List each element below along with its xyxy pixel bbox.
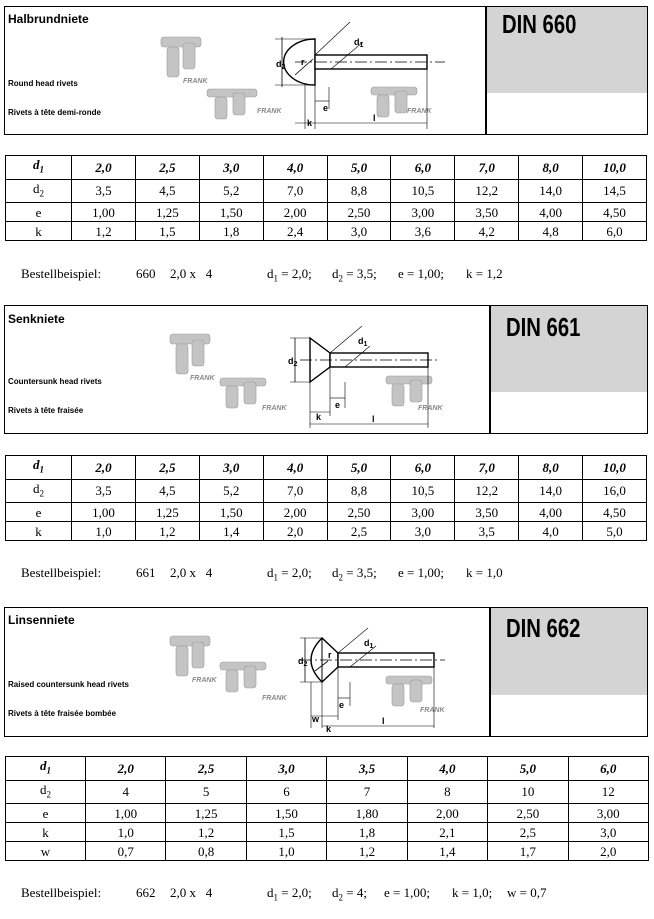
table-cell: 16,0: [583, 479, 647, 503]
table-cell: 14,0: [519, 179, 583, 203]
table-cell: 1,00: [72, 503, 136, 522]
table-header-cell: 4,0: [263, 456, 327, 480]
brand-text: FRANK: [183, 78, 208, 85]
table-row: [6, 203, 647, 222]
table-cell: 1,2: [72, 222, 136, 241]
order-k: k = 1,0: [466, 565, 503, 580]
table-row: [6, 522, 647, 541]
table-header-row: [6, 757, 649, 781]
table-header-cell: 2,5: [166, 757, 246, 781]
table-cell: 1,2: [166, 823, 246, 842]
table-row-label: k: [6, 823, 86, 842]
table-header-cell: 8,0: [519, 156, 583, 180]
subtitle-en: Countersunk head rivets: [8, 377, 102, 386]
table-cell: 2,50: [327, 203, 391, 222]
table-cell: 3,5: [455, 522, 519, 541]
spec-table-din661: [5, 455, 647, 541]
table-header-cell: 5,0: [327, 456, 391, 480]
dim-l: l: [373, 113, 376, 123]
table-body: [6, 156, 647, 241]
table-header-cell: 6,0: [391, 456, 455, 480]
table-cell: 1,25: [135, 503, 199, 522]
order-size: 2,0 x 4: [170, 565, 213, 580]
dim-e: e: [323, 103, 329, 113]
table-cell: 12,2: [455, 479, 519, 503]
table-row-label: w: [6, 842, 86, 861]
table-header-cell: 2,0: [72, 456, 136, 480]
subtitle-en: Round head rivets: [8, 79, 78, 88]
table-cell: 3,0: [568, 823, 648, 842]
table-cell: 4,8: [519, 222, 583, 241]
table-cell: 4,0: [519, 522, 583, 541]
table-cell: 2,00: [263, 503, 327, 522]
order-size: 2,0 x 4: [170, 885, 213, 900]
table-row: [6, 804, 649, 823]
table-cell: 14,0: [519, 479, 583, 503]
table-cell: 1,8: [199, 222, 263, 241]
brand-text: FRANK: [262, 405, 287, 412]
table-cell: 12: [568, 780, 648, 804]
table-header-cell: 2,0: [72, 156, 136, 180]
dim-w: w: [312, 714, 320, 724]
order-k: k = 1,0;: [452, 885, 493, 900]
brand-text: FRANK: [407, 108, 432, 115]
table-row-label: e: [6, 804, 86, 823]
table-cell: 5: [166, 780, 246, 804]
order-w: w = 0,7: [507, 885, 547, 900]
dim-d2: $d_2$: [288, 356, 298, 368]
table-header-cell: 6,0: [391, 156, 455, 180]
section-din662: [0, 600, 654, 903]
subtitle-fr: Rivets à tête demi-ronde: [8, 108, 101, 117]
order-size: 2,0 x 4: [170, 266, 213, 281]
table-cell: 3,5: [72, 179, 136, 203]
subtitle-fr: Rivets à tête fraisée bombée: [8, 709, 117, 718]
table-cell: 4,50: [583, 503, 647, 522]
dim-d2: $d_2$: [276, 59, 286, 71]
table-row-label: $d_2$: [6, 780, 86, 804]
dim-subscript: 2: [293, 361, 298, 368]
rivet-drawing-din662: [150, 616, 470, 734]
table-cell: 1,50: [199, 503, 263, 522]
dim-subscript: 2: [303, 661, 308, 668]
table-cell: 5,2: [199, 479, 263, 503]
table-cell: 5,2: [199, 179, 263, 203]
section-din660: [0, 0, 654, 290]
dim-e: e: [335, 400, 341, 410]
table-cell: 3,50: [455, 503, 519, 522]
brand-text: FRANK: [262, 695, 287, 702]
table-cell: 4,50: [583, 203, 647, 222]
order-e: e = 1,00;: [398, 565, 444, 580]
din-label-box: [491, 608, 647, 695]
spec-table-din662: [5, 756, 649, 861]
table-cell: 1,50: [199, 203, 263, 222]
order-d1: $d_1 = 2,0$;: [267, 565, 312, 583]
order-example-din660: [8, 250, 503, 300]
table-row: [6, 503, 647, 522]
order-num: 662: [136, 885, 156, 900]
frank-logo-icon: [170, 636, 432, 706]
table-cell: 1,00: [86, 804, 166, 823]
table-cell: 10,5: [391, 179, 455, 203]
table-cell: 7,0: [263, 179, 327, 203]
table-cell: 3,50: [455, 203, 519, 222]
table-cell: 1,8: [327, 823, 407, 842]
table-cell: 3,00: [391, 503, 455, 522]
table-header-row: [6, 156, 647, 180]
brand-text: FRANK: [257, 108, 282, 115]
table-cell: 10,5: [391, 479, 455, 503]
table-cell: 1,0: [72, 522, 136, 541]
table-header-cell: 4,0: [263, 156, 327, 180]
table-cell: 2,0: [568, 842, 648, 861]
table-cell: 1,0: [246, 842, 326, 861]
table-header-cell: 8,0: [519, 456, 583, 480]
table-cell: 7,0: [263, 479, 327, 503]
dim-subscript: 2: [281, 64, 286, 71]
table-row: [6, 842, 649, 861]
table-row-label: $d_2$: [6, 479, 72, 503]
section-din661: [0, 300, 654, 590]
table-row: [6, 479, 647, 503]
table-cell: 1,50: [246, 804, 326, 823]
dim-k: k: [307, 118, 313, 128]
order-label: Bestellbeispiel:: [21, 885, 102, 900]
table-cell: 1,2: [135, 522, 199, 541]
order-label: Bestellbeispiel:: [21, 565, 102, 580]
table-header-cell: 4,0: [407, 757, 487, 781]
table-cell: 1,4: [199, 522, 263, 541]
table-cell: 2,50: [488, 804, 568, 823]
table-cell: 4,5: [135, 479, 199, 503]
table-cell: 3,6: [391, 222, 455, 241]
order-e: e = 1,00;: [384, 885, 430, 900]
table-cell: 2,5: [327, 522, 391, 541]
dim-d1: $d_1$: [358, 336, 368, 348]
table-cell: 4,2: [455, 222, 519, 241]
table-header-cell: $d_1$: [6, 156, 72, 180]
table-cell: 5,0: [583, 522, 647, 541]
table-body: [6, 456, 647, 541]
table-cell: 2,00: [407, 804, 487, 823]
dim-l: l: [382, 716, 385, 726]
order-example-din661: [8, 549, 503, 599]
table-header-cell: 10,0: [583, 156, 647, 180]
din-label-box: [487, 7, 647, 93]
dim-l: l: [372, 414, 375, 424]
table-row: [6, 823, 649, 842]
dim-subscript: 1: [363, 341, 368, 348]
dim-k: k: [316, 412, 322, 422]
dim-d2: $d_2$: [298, 656, 308, 668]
rivet-drawing-din661: [150, 316, 470, 431]
table-cell: 14,5: [583, 179, 647, 203]
table-cell: 4,00: [519, 203, 583, 222]
order-label: Bestellbeispiel:: [21, 266, 102, 281]
table-header-row: [6, 456, 647, 480]
table-cell: 4,00: [519, 503, 583, 522]
order-d1: $d_1 = 2,0$;: [267, 266, 312, 284]
table-cell: 1,0: [86, 823, 166, 842]
table-cell: 1,5: [135, 222, 199, 241]
table-cell: 6,0: [583, 222, 647, 241]
table-cell: 8,8: [327, 479, 391, 503]
table-row-label: k: [6, 522, 72, 541]
table-header-cell: 2,0: [86, 757, 166, 781]
dim-d1: $d_1$: [354, 37, 364, 49]
table-cell: 3,0: [327, 222, 391, 241]
table-cell: 2,50: [327, 503, 391, 522]
section-title: Senkniete: [8, 312, 65, 326]
table-header-cell: 3,0: [246, 757, 326, 781]
order-example-din662: [8, 869, 546, 919]
din-label-box: [491, 306, 647, 392]
din-label: DIN 660: [502, 9, 577, 39]
table-row-label: k: [6, 222, 72, 241]
dim-d1: $d_1$: [364, 638, 374, 650]
table-cell: 8: [407, 780, 487, 804]
order-d2: $d_2 = 3,5$;: [332, 565, 377, 583]
table-row: [6, 780, 649, 804]
din-label: DIN 661: [506, 312, 581, 342]
table-row: [6, 179, 647, 203]
table-header-cell: 7,0: [455, 456, 519, 480]
table-cell: 3,00: [568, 804, 648, 823]
table-header-cell: 2,5: [135, 456, 199, 480]
din-label: DIN 662: [506, 613, 581, 643]
table-header-cell: 5,0: [488, 757, 568, 781]
table-header-cell: 7,0: [455, 156, 519, 180]
table-header-cell: 3,0: [199, 156, 263, 180]
table-cell: 1,5: [246, 823, 326, 842]
table-header-cell: 5,0: [327, 156, 391, 180]
table-row: [6, 222, 647, 241]
table-cell: 1,25: [135, 203, 199, 222]
table-header-cell: $d_1$: [6, 456, 72, 480]
table-header-cell: 2,5: [135, 156, 199, 180]
table-header-cell: $d_1$: [6, 757, 86, 781]
table-cell: 3,0: [391, 522, 455, 541]
frank-logo-icon: [170, 334, 432, 408]
table-cell: 8,8: [327, 179, 391, 203]
table-cell: 1,80: [327, 804, 407, 823]
subtitle-fr: Rivets à tête fraisée: [8, 406, 84, 415]
brand-text: FRANK: [190, 375, 215, 382]
dim-subscript: 1: [369, 643, 374, 650]
section-title: Linsenniete: [8, 613, 75, 627]
brand-text: FRANK: [192, 677, 217, 684]
spec-table-din660: [5, 155, 647, 241]
order-d2: $d_2 = 4$;: [332, 885, 367, 903]
rivet-drawing-din660: [145, 17, 465, 132]
table-cell: 4,5: [135, 179, 199, 203]
header-box-din660: [4, 6, 648, 135]
table-row-label: e: [6, 203, 72, 222]
dim-k: k: [326, 724, 332, 734]
table-cell: 1,2: [327, 842, 407, 861]
order-d1: $d_1 = 2,0$;: [267, 885, 312, 903]
dim-e: e: [339, 700, 345, 710]
table-cell: 0,8: [166, 842, 246, 861]
table-cell: 3,5: [72, 479, 136, 503]
dim-r: r: [328, 650, 332, 660]
order-e: e = 1,00;: [398, 266, 444, 281]
table-header-cell: 6,0: [568, 757, 648, 781]
brand-text: FRANK: [420, 707, 445, 714]
table-cell: 12,2: [455, 179, 519, 203]
table-row-label: $d_2$: [6, 179, 72, 203]
table-cell: 10: [488, 780, 568, 804]
dim-r: r: [301, 57, 305, 67]
table-cell: 2,4: [263, 222, 327, 241]
dim-subscript: 1: [359, 42, 364, 49]
order-k: k = 1,2: [466, 266, 503, 281]
header-box-din662: [4, 607, 648, 737]
brand-text: FRANK: [418, 405, 443, 412]
order-d2: $d_2 = 3,5$;: [332, 266, 377, 284]
subtitle-en: Raised countersunk head rivets: [8, 680, 129, 689]
table-cell: 2,5: [488, 823, 568, 842]
table-cell: 0,7: [86, 842, 166, 861]
table-header-cell: 10,0: [583, 456, 647, 480]
order-num: 661: [136, 565, 156, 580]
table-cell: 4: [86, 780, 166, 804]
order-num: 660: [136, 266, 156, 281]
table-cell: 1,4: [407, 842, 487, 861]
table-cell: 2,0: [263, 522, 327, 541]
table-cell: 1,00: [72, 203, 136, 222]
table-cell: 1,7: [488, 842, 568, 861]
table-cell: 7: [327, 780, 407, 804]
table-cell: 2,1: [407, 823, 487, 842]
table-cell: 3,00: [391, 203, 455, 222]
table-row-label: e: [6, 503, 72, 522]
table-header-cell: 3,5: [327, 757, 407, 781]
table-cell: 2,00: [263, 203, 327, 222]
table-header-cell: 3,0: [199, 456, 263, 480]
table-cell: 1,25: [166, 804, 246, 823]
header-box-din661: [4, 305, 648, 434]
table-cell: 6: [246, 780, 326, 804]
section-title: Halbrundniete: [8, 12, 89, 26]
table-body: [6, 757, 649, 861]
